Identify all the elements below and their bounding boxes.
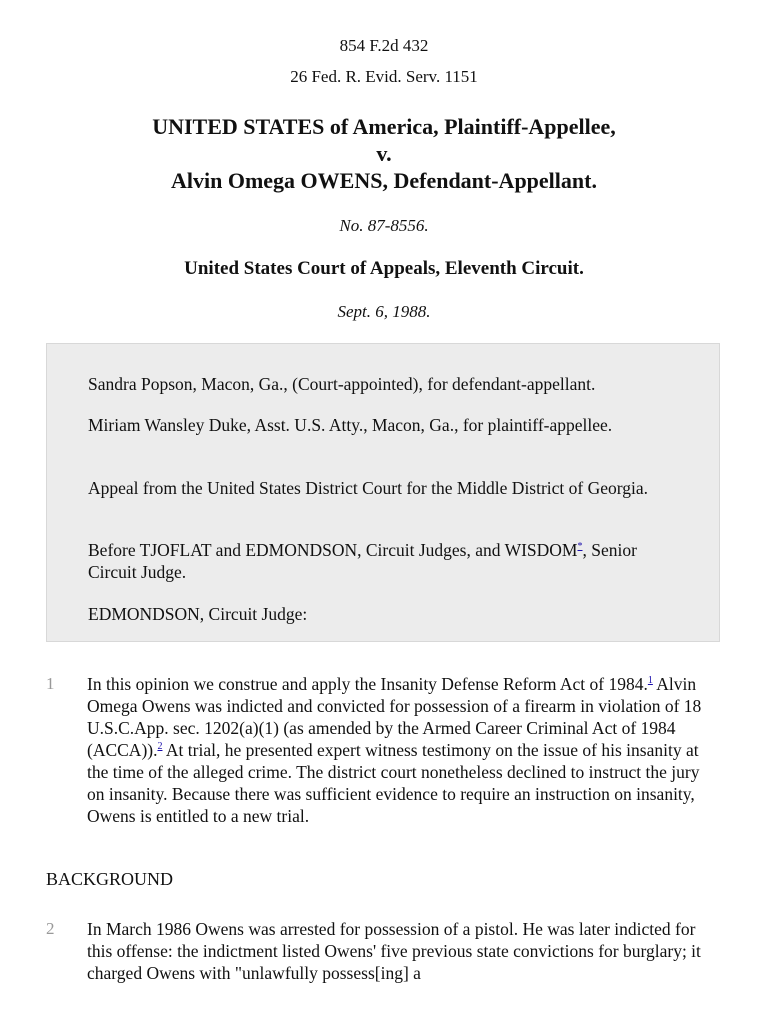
opinion-author: EDMONDSON, Circuit Judge:: [88, 604, 308, 624]
case-caption: [0, 113, 768, 194]
paragraph-text: [87, 673, 717, 827]
government-counsel: Miriam Wansley Duke, Asst. U.S. Atty., Macon, Ga., for plaintiff-appellee.: [88, 415, 613, 435]
caption-versus: v.: [376, 141, 392, 166]
caption-defendant: Alvin Omega OWENS, Defendant-Appellant.: [171, 168, 597, 193]
docket-number: No. 87-8556.: [339, 216, 429, 235]
section-heading: BACKGROUND: [46, 869, 174, 889]
court-name: United States Court of Appeals, Eleventh Circuit.: [184, 258, 584, 279]
paragraph-text: In March 1986 Owens was arrested for possession of a pistol. He was later indicted for this offense: the indictment listed Owens' five previous state convictions for burglary; it charged Owens with "unlawfully possess[ing] a: [87, 919, 701, 983]
panel-judges: [88, 539, 678, 583]
decision-date: Sept. 6, 1988.: [337, 302, 431, 321]
footnote-link-2[interactable]: 2: [157, 741, 163, 753]
footnote-link-star[interactable]: *: [577, 541, 583, 553]
paragraph-text-part: At trial, he presented expert witness testimony on the issue of his insanity at the time of the alleged crime. The district court nonetheless declined to instruct the jury on insanity. Because there was sufficient evidence to require an instruction on insanity, Owens is entitled to a new trial.: [87, 740, 700, 826]
evidence-citation: 26 Fed. R. Evid. Serv. 1151: [290, 67, 478, 86]
caption-plaintiff: UNITED STATES of America, Plaintiff-Appellee,: [152, 114, 616, 139]
appeal-from: Appeal from the United States District Court for the Middle District of Georgia.: [88, 478, 649, 498]
paragraph-number: 1: [46, 674, 55, 693]
footnote-link-1[interactable]: 1: [647, 675, 653, 687]
defense-counsel: Sandra Popson, Macon, Ga., (Court-appointed), for defendant-appellant.: [88, 374, 596, 394]
reporter-citation: 854 F.2d 432: [339, 36, 429, 55]
paragraph-text-part: Alvin Omega Owens was indicted and convicted for possession of a firearm in violation of 18 U.S.C.App. sec. 1202(a)(1) (as amended by the Armed Career Criminal Act of 1984 (ACCA)).: [87, 674, 702, 760]
counsel-box: [46, 343, 720, 642]
panel-text-before: Before TJOFLAT and EDMONDSON, Circuit Judges, and WISDOM: [88, 540, 578, 560]
paragraph-text-part: In this opinion we construe and apply the Insanity Defense Reform Act of 1984.: [87, 674, 648, 694]
paragraph-number: 2: [46, 919, 55, 938]
panel-text-after: , Senior Circuit Judge.: [88, 540, 637, 582]
